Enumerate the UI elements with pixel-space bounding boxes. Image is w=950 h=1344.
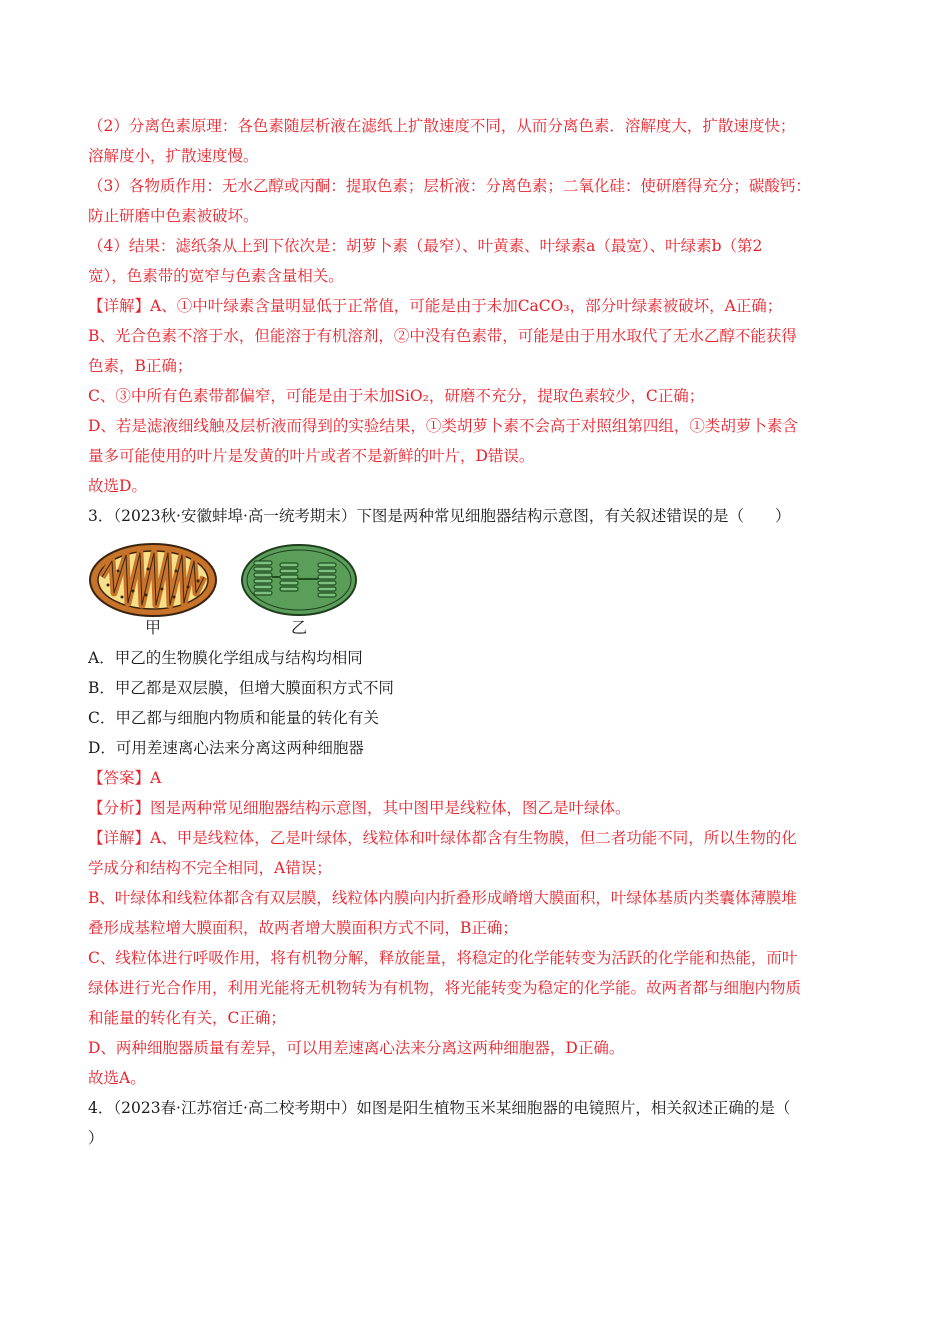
- detail-line: 学成分和结构不完全相同，A错误；: [88, 859, 332, 877]
- figure-label-yi: 乙: [291, 618, 308, 637]
- option-d: D．可用差速离心法来分离这两种细胞器: [88, 739, 364, 757]
- detail-line: C、线粒体进行呼吸作用，将有机物分解，释放能量，将稳定的化学能转变为活跃的化学能和热能，而叶: [88, 949, 798, 967]
- detail-line: 叠形成基粒增大膜面积，故两者增大膜面积方式不同，B正确；: [88, 919, 518, 937]
- option-b: B．甲乙都是双层膜，但增大膜面积方式不同: [88, 679, 394, 697]
- question-3-stem: 3．（2023秋·安徽蚌埠·高一统考期末）下图是两种常见细胞器结构示意图，有关叙述错误的是（ ）: [88, 501, 863, 531]
- organelle-figure: [88, 541, 863, 637]
- conclusion-line: 故选A。: [88, 1069, 146, 1087]
- detail-line: B、光合色素不溶于水，但能溶于有机溶剂，②中没有色素带，可能是由于用水取代了无水乙醇不能获得: [88, 327, 797, 345]
- detail-line: D、若是滤液细线触及层析液而得到的实验结果，①类胡萝卜素不会高于对照组第四组，①类胡萝卜素含: [88, 417, 798, 435]
- explanation-line: 防止研磨中色素被破坏。: [88, 207, 259, 225]
- explanation-line: 宽），色素带的宽窄与色素含量相关。: [88, 267, 344, 285]
- question-4-stem-cont: ）: [88, 1129, 104, 1147]
- chloroplast-diagram: [240, 543, 358, 617]
- analysis-line: 【分析】图是两种常见细胞器结构示意图，其中图甲是线粒体，图乙是叶绿体。: [88, 799, 631, 817]
- detail-line: 绿体进行光合作用，利用光能将无机物转为有机物，将光能转变为稳定的化学能。故两者都与细胞内物质: [88, 979, 802, 997]
- answer-line: 【答案】A: [88, 769, 162, 787]
- option-a: A．甲乙的生物膜化学组成与结构均相同: [88, 649, 363, 667]
- conclusion-line: 故选D。: [88, 477, 147, 495]
- emphasis-char: 错: [666, 507, 682, 525]
- detail-line: 量多可能使用的叶片是发黄的叶片或者不是新鲜的叶片，D错误。: [88, 447, 535, 465]
- option-c: C．甲乙都与细胞内物质和能量的转化有关: [88, 709, 379, 727]
- detail-line: B、叶绿体和线粒体都含有双层膜，线粒体内膜向内折叠形成嵴增大膜面积，叶绿体基质内类囊体薄膜堆: [88, 889, 797, 907]
- explanation-line: （4）结果：滤纸条从上到下依次是：胡萝卜素（最窄）、叶黄素、叶绿素a（最宽）、叶绿素b（第2: [88, 237, 763, 255]
- detail-line: D、两种细胞器质量有差异，可以用差速离心法来分离这两种细胞器，D正确。: [88, 1039, 625, 1057]
- emphasis-char: 误: [681, 507, 698, 525]
- detail-line: 色素，B正确；: [88, 357, 193, 375]
- detail-line: 和能量的转化有关，C正确；: [88, 1009, 286, 1027]
- question-4-stem: 4．（2023春·江苏宿迁·高二校考期中）如图是阳生植物玉米某细胞器的电镜照片，相关叙述正确的是（: [88, 1099, 791, 1117]
- detail-line: 【详解】A、甲是线粒体，乙是叶绿体，线粒体和叶绿体都含有生物膜，但二者功能不同，所以生物的化: [88, 829, 797, 847]
- explanation-line: （3）各物质作用：无水乙醇或丙酮：提取色素；层析液：分离色素；二氧化硅：使研磨得充分；碳酸钙：: [88, 177, 811, 195]
- explanation-line: 溶解度小，扩散速度慢。: [88, 147, 259, 165]
- figure-label-jia: 甲: [145, 618, 162, 637]
- mitochondrion-diagram: [88, 541, 218, 619]
- detail-line: C、③中所有色素带都偏窄，可能是由于未加SiO₂，研磨不充分，提取色素较少，C正确；: [88, 387, 705, 405]
- detail-line: 【详解】A、①中叶绿素含量明显低于正常值，可能是由于未加CaCO₃，部分叶绿素被破坏，A正确；: [88, 297, 783, 315]
- explanation-line: （2）分离色素原理：各色素随层析液在滤纸上扩散速度不同，从而分离色素．溶解度大，扩散速度快；: [88, 117, 796, 135]
- page-content: [88, 111, 863, 1153]
